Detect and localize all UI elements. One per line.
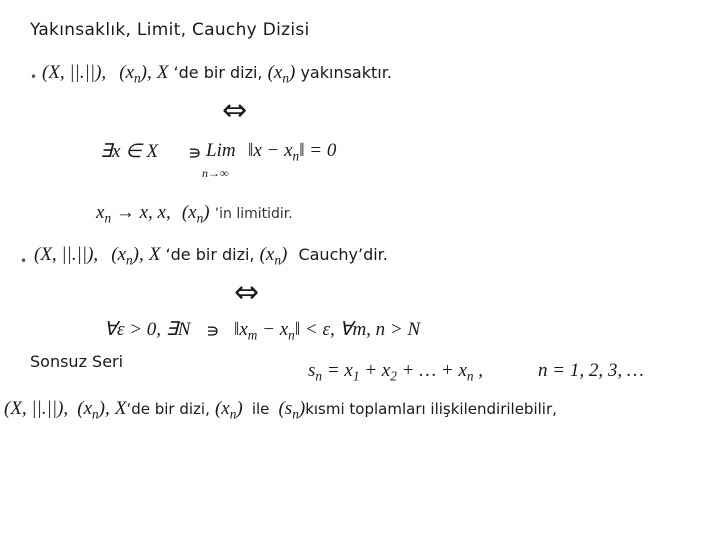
series-heading: Sonsuz Seri [30, 352, 124, 371]
limit-expr: $x_n \to x$, x, [96, 202, 171, 226]
sequence-expr-6: $(x_n)$, [77, 398, 110, 422]
text-de-bir-dizi: ‘de bir dizi, [173, 63, 263, 82]
text-de-bir-dizi-3: ‘de bir dizi, [126, 400, 210, 418]
sequence-expr-7: $(x_n)$ [214, 398, 243, 422]
bullet-icon-2: • [20, 254, 28, 268]
text-cauchy-dir: Cauchy’dir. [298, 245, 388, 264]
cauchy-norm-expression: $‖x_m$ − $x_n‖ < \varepsilon$, ∀m, n > N [234, 319, 421, 343]
convergence-statement [42, 62, 392, 87]
such-that-symbol: ∍ [188, 143, 202, 164]
such-that-symbol-2: ∍ [206, 321, 220, 342]
space-symbol-3: X [114, 398, 127, 419]
text-yakinsaktir: yakınsaktır. [300, 63, 392, 82]
sequence-expr-3: $(x_n)$ [181, 202, 210, 226]
exists-expr: ∃x ∈ X [100, 141, 159, 162]
norm-expression: ‖x − $x_n‖ = 0$ [248, 140, 337, 164]
sequence-expr-4: $(x_n)$, [111, 244, 144, 268]
text-de-bir-dizi-2: ‘de bir dizi, [165, 245, 255, 264]
space-symbol-2: X [148, 244, 161, 265]
lim-label: Lim [206, 140, 236, 161]
iff-arrow-icon: ⇔ [222, 93, 248, 128]
normed-space-expr-3: (X, ||.||), [4, 398, 69, 419]
series-statement [4, 398, 557, 423]
sequence-expr-5: $(x_n)$ [259, 244, 288, 268]
limit-statement [96, 202, 293, 227]
forall-expr: ∀ε > 0, ∃N [104, 319, 191, 340]
sequence-expr-2: $(x_n)$ [267, 62, 296, 86]
text-in-limitidir: ’in limitidir. [214, 206, 293, 222]
bullet-icon: • [30, 70, 38, 84]
lim-subscript: n→∞ [202, 166, 229, 180]
index-range: n = 1, 2, 3, … [538, 360, 644, 381]
space-symbol: X [156, 62, 169, 83]
text-kismi-toplamlar: kısmi toplamları ilişkilendirilebilir, [305, 400, 557, 418]
sequence-expr: $(x_n)$, [119, 62, 152, 86]
cauchy-statement [34, 244, 388, 269]
partial-sum-formula: $s_n = x_1 + x_2$ + … + $x_n$ , [308, 360, 484, 384]
partial-sum-seq: $(s_n)$ [278, 398, 306, 422]
normed-space-expr: (X, ||.||), [42, 62, 107, 83]
convergence-condition [100, 140, 158, 163]
iff-arrow-icon-2: ⇔ [234, 275, 260, 310]
text-ile: ile [251, 400, 270, 418]
normed-space-expr-2: (X, ||.||), [34, 244, 99, 265]
page-title: Yakınsaklık, Limit, Cauchy Dizisi [30, 20, 310, 40]
